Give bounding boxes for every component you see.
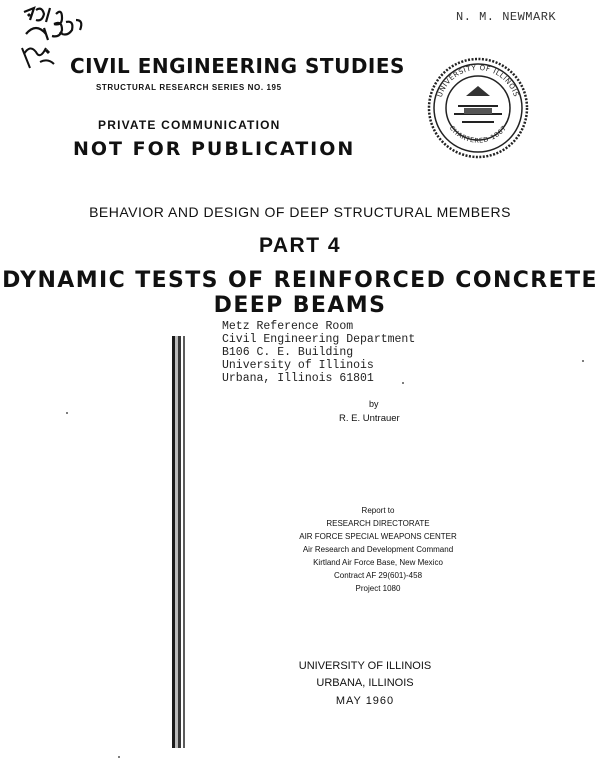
publisher-city: URBANA, ILLINOIS xyxy=(316,677,414,689)
svg-text:CHARTERED 1867 xyxy=(448,124,509,145)
binding-edge xyxy=(172,336,186,748)
reference-room-line: Metz Reference Room xyxy=(222,320,354,333)
scan-speck xyxy=(402,382,404,384)
by-label: by xyxy=(369,399,379,409)
not-for-publication-label: NOT FOR PUBLICATION xyxy=(73,138,356,160)
private-communication-label: PRIVATE COMMUNICATION xyxy=(98,118,281,132)
report-line: Kirtland Air Force Base, New Mexico xyxy=(313,558,443,567)
scan-speck xyxy=(66,412,68,414)
reference-room-line: B106 C. E. Building xyxy=(222,346,354,359)
series-number: STRUCTURAL RESEARCH SERIES NO. 195 xyxy=(96,83,282,92)
report-line: AIR FORCE SPECIAL WEAPONS CENTER xyxy=(299,532,457,541)
reference-room-line: Civil Engineering Department xyxy=(222,333,416,346)
university-seal-icon xyxy=(426,56,530,160)
scan-speck xyxy=(582,360,584,362)
publication-date: MAY 1960 xyxy=(335,695,395,707)
seal-text-bottom: CHARTERED 1867 xyxy=(447,124,509,145)
series-subtitle: BEHAVIOR AND DESIGN OF DEEP STRUCTURAL MEMBERS xyxy=(89,204,511,220)
report-line: Contract AF 29(601)-458 xyxy=(333,571,423,580)
part-number: PART 4 xyxy=(258,234,342,257)
series-title: CIVIL ENGINEERING STUDIES xyxy=(70,54,405,78)
reference-room-line: Urbana, Illinois 61801 xyxy=(222,372,374,385)
scan-speck xyxy=(118,756,120,758)
owner-stamp: N. M. NEWMARK xyxy=(456,10,557,24)
document-title: DYNAMIC TESTS OF REINFORCED CONCRETE DEEP BEAMS xyxy=(2,268,598,318)
report-line: Project 1080 xyxy=(355,584,401,593)
seal-text-top: UNIVERSITY OF ILLINOIS xyxy=(435,63,521,99)
author-name: R. E. Untrauer xyxy=(339,413,400,424)
reference-room-line: University of Illinois xyxy=(222,359,374,372)
report-line: RESEARCH DIRECTORATE xyxy=(326,519,430,528)
publisher-university: UNIVERSITY OF ILLINOIS xyxy=(298,660,432,672)
report-line: Air Research and Development Command xyxy=(302,545,454,554)
report-line: Report to xyxy=(361,506,395,515)
